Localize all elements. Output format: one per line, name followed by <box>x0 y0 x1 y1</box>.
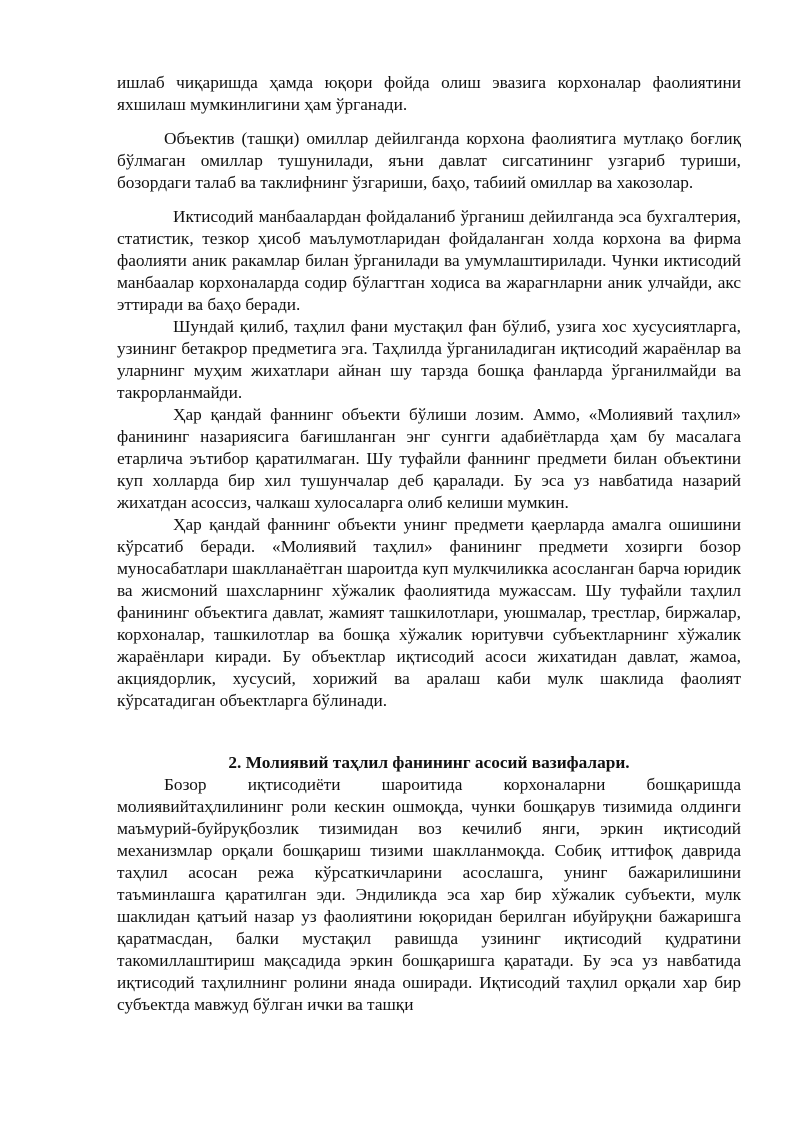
paragraph-objective-factors: Объектив (ташқи) омиллар дейилганда корхона фаолиятига мутлақо боғлиқ бўлмаган омиллар тушунилади, яъни давлат сигсатининг узгариб туриши, бозордаги талаб ва таклифнинг ўзгариши, баҳо, табиий омиллар ва хакозолар. <box>117 129 741 192</box>
paragraph-analysis-subject: Шундай қилиб, таҳлил фани мустақил фан бўлиб, узига хос хусусиятларга, узининг бетакрор предметига эга. Таҳлилда ўрганиладиган иқтисодий жараёнлар ва уларнинг муҳим жихатлари айнан шу тарзда бошқа фанларда ўрганилмайди ва такрорланмайди. <box>117 317 741 402</box>
section-heading: 2. Молиявий таҳлил фанининг асосий вазифалари. <box>228 753 630 772</box>
paragraph-market-economy: Бозор иқтисодиёти шароитида корхоналарни бошқаришда молиявийтаҳлилининг роли кескин ошмоқда, чунки бошқарув тизимида олдинги маъмурий-буйруқбозлик тизимидан воз кечилиб янги, эркин иқтисодий механизмлар орқали бошқариш тизими шаклланмоқда. Собиқ иттифоқ даврида таҳлил асосан режа кўрсаткичларини асослашга, унинг бажарилишини таъминлашга қаратилган эди. Эндиликда эса хар бир хўжалик субъекти, мулк шаклидан қатъий назар уз фаолиятини юқоридан берилган ибуйруқни бажаришга қаратмасдан, балки мустақил равишда узининг иқтисодий қудратини такомиллаштириш мақсадида эркин бошқаришга қаратади. Бу эса уз навбатида иқтисодий таҳлилнинг ролини янада оширади. Иқтисодий таҳлил орқали хар бир субъектда мавжуд бўлган ички ва ташқи <box>117 775 741 1014</box>
paragraph-economic-sources: Иктисодий манбаалардан фойдаланиб ўрганиш дейилганда эса бухгалтерия, статистик, тезкор ҳисоб маълумотларидан фойдаланган холда корхона ва фирма фаолияти аник ракамлар билан ўрганилади ва умумлаштирилади. Чунки иктисодий манбаалар корхоналарда содир бўлагтган ходиса ва жарагнларни аник улчайди, акс эттиради ва баҳо беради. <box>117 207 741 314</box>
paragraph-science-object: Ҳар қандай фаннинг объекти бўлиши лозим. Аммо, «Молиявий таҳлил» фанининг назариясига бағишланган энг сунгги адабиётларда ҳам бу масалага етарлича эътибор қаратилмаган. Шу туфайли фаннинг предмети билан объектини куп холларда бир хил тушунчалар деб қаралади. Бу эса уз навбатида назарий жихатдан асоссиз, чалкаш хулосаларга олиб келиши мумкин. <box>117 405 741 512</box>
paragraph-financial-analysis-object: Ҳар қандай фаннинг объекти унинг предмети қаерларда амалга ошишини кўрсатиб беради. «Молиявий таҳлил» фанининг предмети хозирги бозор муносабатлари шаклланаётган шароитда куп мулкчиликка асосланган барча юридик ва жисмоний шахсларнинг хўжалик фаолиятида мужассам. Шу туфайли таҳлил фанининг объектига давлат, жамият ташкилотлари, уюшмалар, трестлар, биржалар, корхоналар, ташкилотлар ва бошқа хўжалик юритувчи субъектларнинг хўжалик жараёнлари киради. Бу объектлар иқтисодий асоси жихатидан давлат, жамоа, акциядорлик, хусусий, хорижий ва аралаш каби мулк шаклида фаолият кўрсатадиган объектларга бўлинади. <box>117 515 741 710</box>
document-page <box>117 72 741 1016</box>
paragraph-continuation: ишлаб чиқаришда ҳамда юқори фойда олиш эвазига корхоналар фаолиятини яхшилаш мумкинлигини ҳам ўрганади. <box>117 73 741 114</box>
